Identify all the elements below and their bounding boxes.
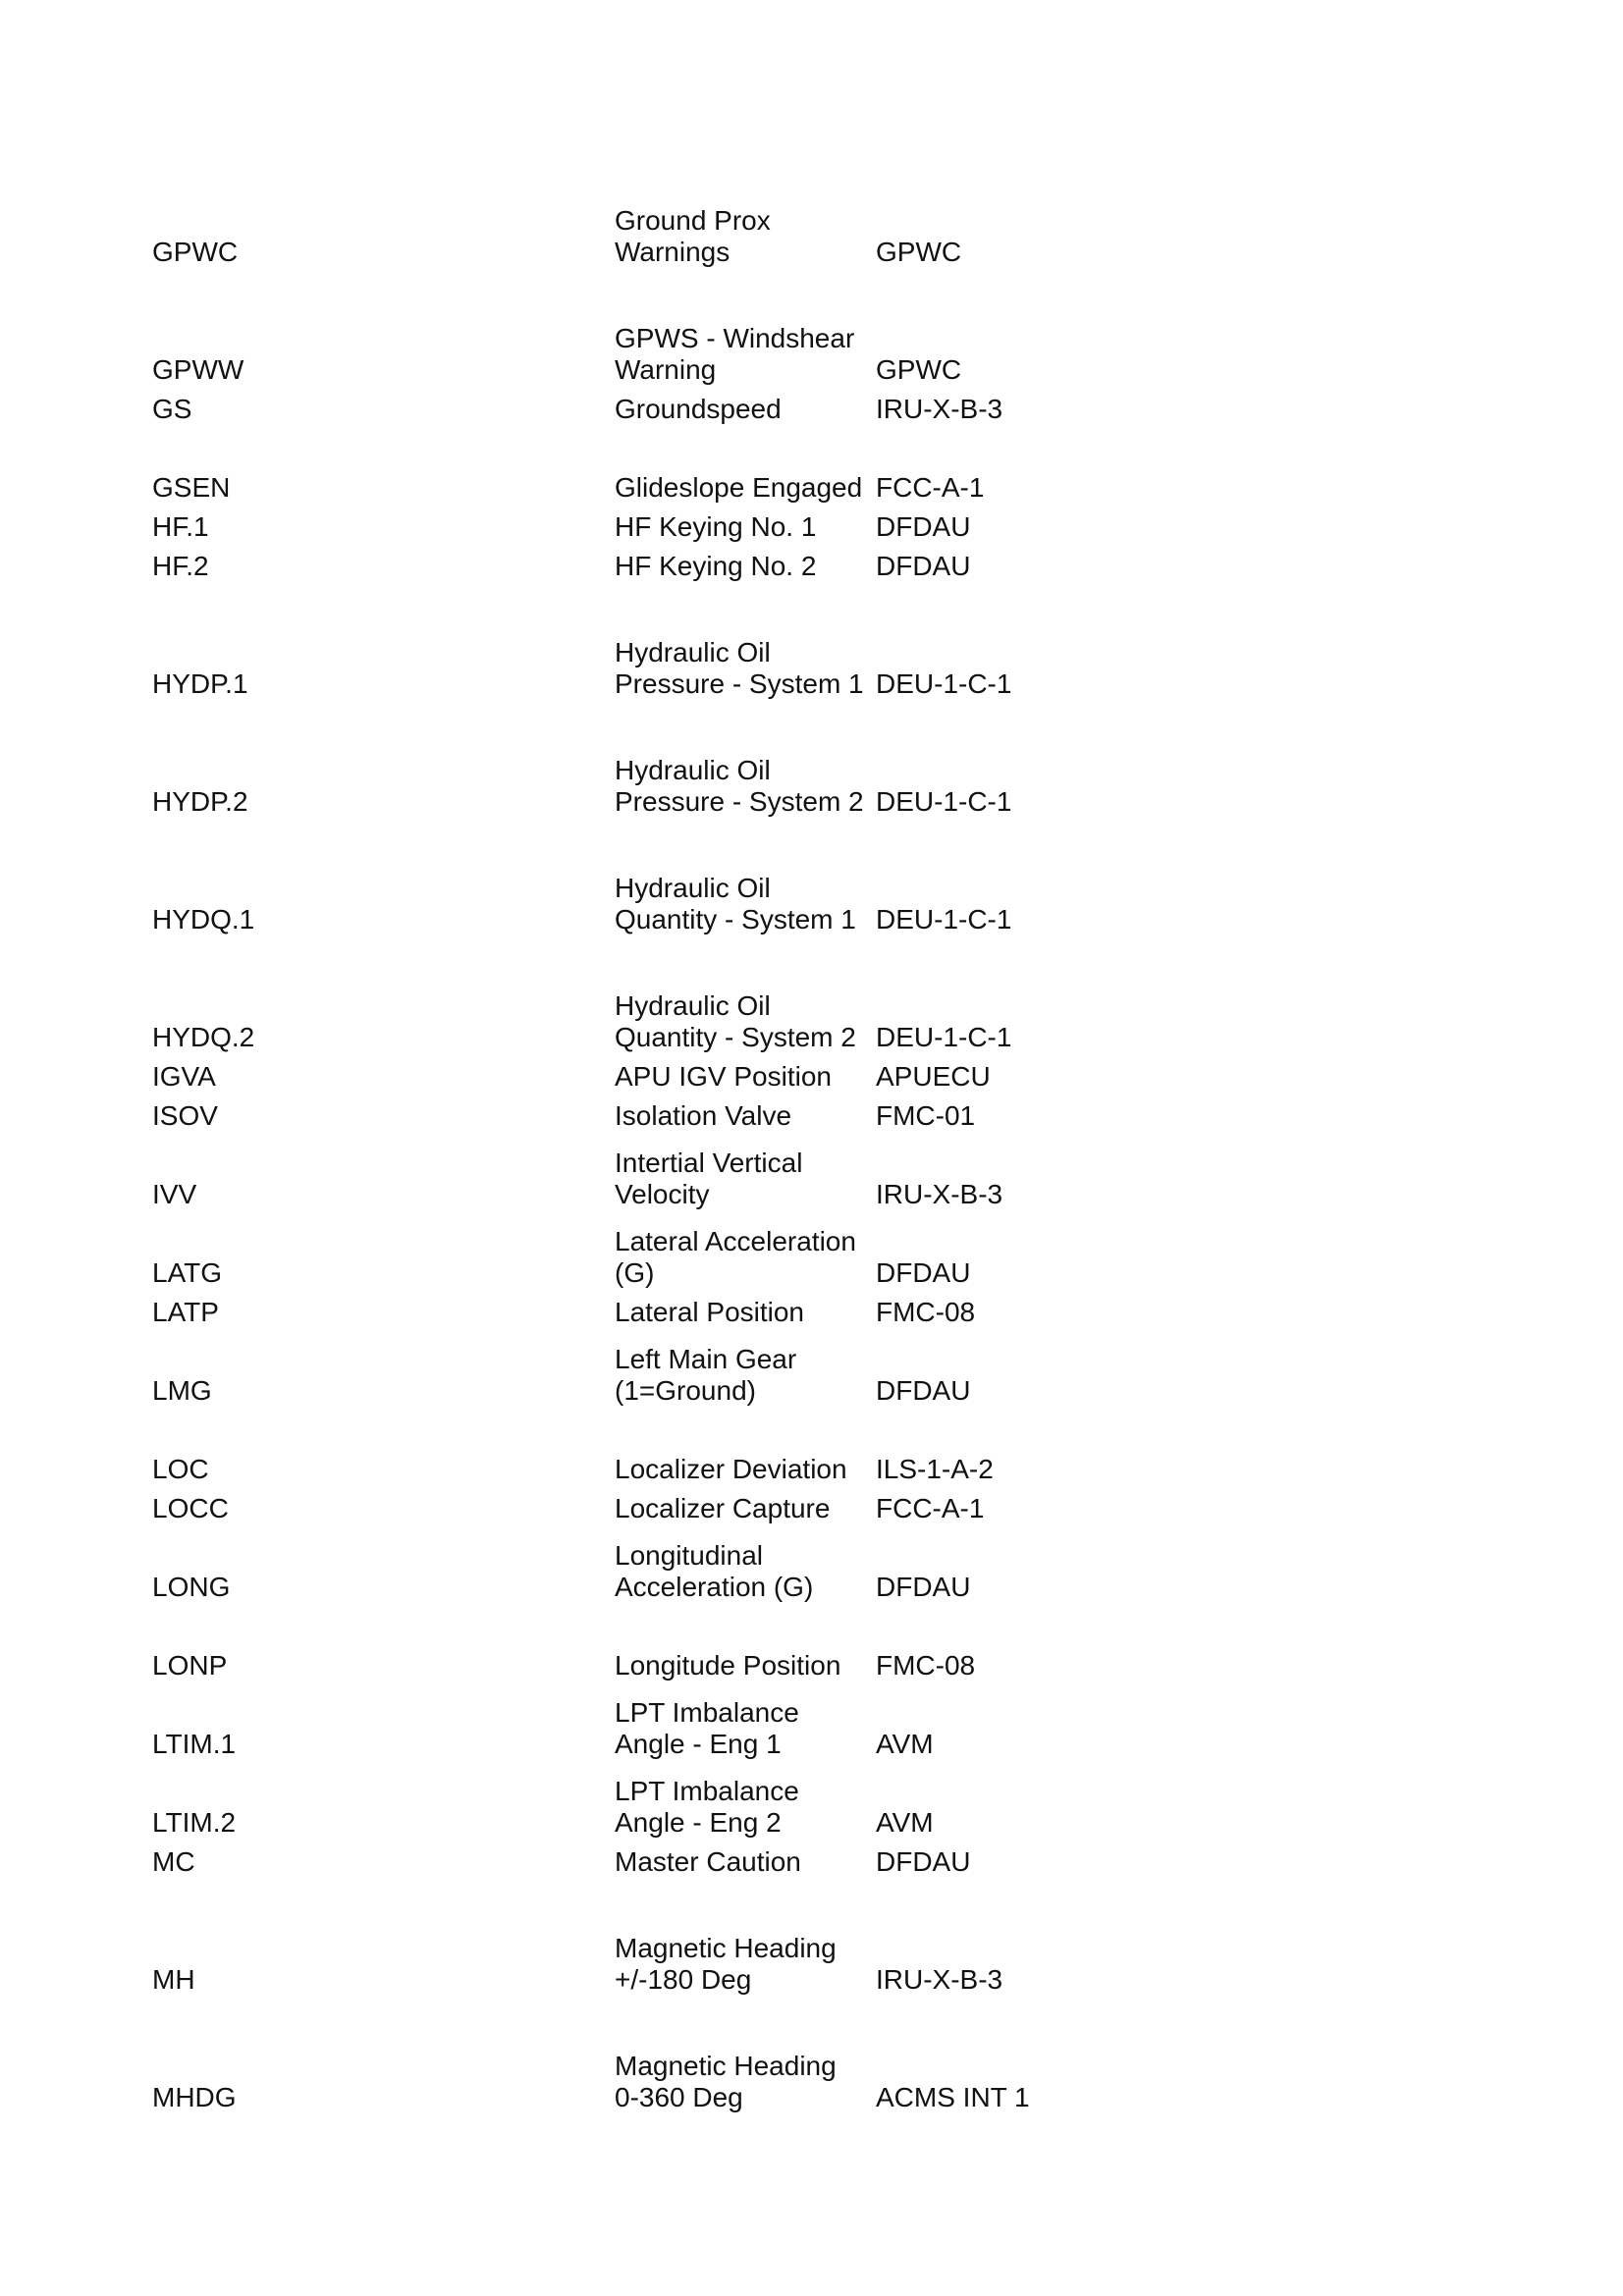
description-line: Ground Prox	[615, 205, 771, 236]
mnemonic-cell: GS	[152, 394, 192, 424]
source-cell: DEU-1-C-1	[876, 786, 1012, 817]
mnemonic-cell: MC	[152, 1846, 195, 1877]
description-cell	[615, 1846, 801, 1878]
description-line: +/-180 Deg	[615, 1964, 752, 1995]
description-line: Master Caution	[615, 1846, 801, 1877]
mnemonic-cell: LATG	[152, 1257, 223, 1288]
mnemonic-cell: LMG	[152, 1375, 212, 1406]
table-row	[0, 362, 1623, 425]
mnemonic-cell: LOCC	[152, 1493, 229, 1523]
source-cell: DFDAU	[876, 1257, 971, 1288]
source-cell: DFDAU	[876, 1375, 971, 1406]
description-line: LPT Imbalance	[615, 1697, 799, 1728]
source-cell: GPWC	[876, 354, 962, 385]
mnemonic-cell: HYDP.1	[152, 668, 248, 699]
description-line: Intertial Vertical	[615, 1148, 803, 1178]
mnemonic-cell: LTIM.1	[152, 1729, 237, 1759]
description-line: Isolation Valve	[615, 1100, 792, 1131]
source-cell: FCC-A-1	[876, 472, 985, 503]
description-cell	[615, 1650, 840, 1682]
description-line: Warning	[615, 354, 717, 385]
mnemonic-cell: LONP	[152, 1650, 228, 1681]
description-line: Angle - Eng 2	[615, 1807, 782, 1838]
source-cell: APUECU	[876, 1061, 991, 1092]
description-line: Groundspeed	[615, 394, 782, 424]
source-cell: DFDAU	[876, 511, 971, 542]
source-cell: ACMS INT 1	[876, 2082, 1030, 2112]
description-cell	[615, 755, 864, 818]
source-cell: IRU-X-B-3	[876, 394, 1003, 424]
description-line: Pressure - System 2	[615, 786, 864, 817]
source-cell: IRU-X-B-3	[876, 1964, 1003, 1995]
description-line: (1=Ground)	[615, 1375, 756, 1406]
table-row	[0, 1933, 1623, 1996]
description-line: (G)	[615, 1257, 655, 1288]
mnemonic-cell: HYDQ.1	[152, 904, 255, 934]
description-line: Lateral Acceleration	[615, 1226, 856, 1256]
description-line: Hydraulic Oil	[615, 755, 771, 785]
table-row	[0, 2051, 1623, 2113]
description-line: Pressure - System 1	[615, 668, 864, 699]
mnemonic-cell: LTIM.2	[152, 1807, 237, 1838]
description-cell	[615, 2051, 837, 2113]
source-cell: FMC-08	[876, 1297, 976, 1327]
description-line: Hydraulic Oil	[615, 637, 771, 667]
description-line: Longitude Position	[615, 1650, 841, 1681]
table-row	[0, 205, 1623, 268]
mnemonic-cell: MH	[152, 1964, 195, 1995]
description-line: LPT Imbalance	[615, 1776, 799, 1806]
mnemonic-cell: ISOV	[152, 1100, 218, 1131]
description-cell	[615, 1540, 813, 1603]
description-line: Angle - Eng 1	[615, 1729, 782, 1759]
table-row	[0, 1619, 1623, 1682]
description-line: 0-360 Deg	[615, 2082, 743, 2112]
description-cell	[615, 1933, 837, 1996]
mnemonic-cell: GSEN	[152, 472, 231, 503]
description-line: Localizer Deviation	[615, 1454, 847, 1484]
source-cell: DEU-1-C-1	[876, 904, 1012, 934]
description-line: HF Keying No. 2	[615, 551, 817, 581]
description-cell	[615, 394, 782, 425]
table-row	[0, 637, 1623, 700]
description-line: Quantity - System 1	[615, 904, 856, 934]
description-line: Quantity - System 2	[615, 1022, 856, 1052]
description-line: Warnings	[615, 237, 730, 267]
description-line: Magnetic Heading	[615, 1933, 837, 1963]
table-row	[0, 1462, 1623, 1524]
description-line: Hydraulic Oil	[615, 873, 771, 903]
source-cell: AVM	[876, 1807, 934, 1838]
description-cell	[615, 1344, 796, 1407]
mnemonic-cell: IVV	[152, 1179, 197, 1209]
table-row	[0, 1815, 1623, 1878]
mnemonic-cell: LOC	[152, 1454, 209, 1484]
description-line: Hydraulic Oil	[615, 990, 771, 1021]
table-row	[0, 1265, 1623, 1328]
description-line: Glideslope Engaged	[615, 472, 863, 503]
description-cell	[615, 873, 856, 935]
table-row	[0, 873, 1623, 935]
description-cell	[615, 637, 864, 700]
description-line: GPWS - Windshear	[615, 323, 855, 353]
mnemonic-cell: HF.1	[152, 511, 209, 542]
description-line: HF Keying No. 1	[615, 511, 817, 542]
description-cell	[615, 551, 816, 582]
mnemonic-cell: IGVA	[152, 1061, 216, 1092]
table-row	[0, 519, 1623, 582]
description-cell	[615, 1100, 791, 1132]
source-cell: ILS-1-A-2	[876, 1454, 994, 1484]
table-row	[0, 1148, 1623, 1210]
description-cell	[615, 205, 771, 268]
mnemonic-cell: HYDQ.2	[152, 1022, 255, 1052]
description-line: Lateral Position	[615, 1297, 805, 1327]
table-row	[0, 1069, 1623, 1132]
mnemonic-cell: LONG	[152, 1572, 231, 1602]
mnemonic-cell: MHDG	[152, 2082, 237, 2112]
description-cell	[615, 1493, 830, 1524]
source-cell: FCC-A-1	[876, 1493, 985, 1523]
source-cell: FMC-01	[876, 1100, 976, 1131]
description-line: Velocity	[615, 1179, 710, 1209]
description-line: Longitudinal	[615, 1540, 764, 1571]
source-cell: FMC-08	[876, 1650, 976, 1681]
source-cell: DEU-1-C-1	[876, 668, 1012, 699]
mnemonic-cell: HYDP.2	[152, 786, 248, 817]
mnemonic-cell: GPWW	[152, 354, 244, 385]
mnemonic-cell: GPWC	[152, 237, 239, 267]
mnemonic-cell: HF.2	[152, 551, 209, 581]
table-row	[0, 1540, 1623, 1603]
source-cell: DFDAU	[876, 1572, 971, 1602]
source-cell: IRU-X-B-3	[876, 1179, 1003, 1209]
table-row	[0, 1344, 1623, 1407]
source-cell: DEU-1-C-1	[876, 1022, 1012, 1052]
description-line: Acceleration (G)	[615, 1572, 814, 1602]
source-cell: AVM	[876, 1729, 934, 1759]
description-cell	[615, 1148, 802, 1210]
source-cell: DFDAU	[876, 551, 971, 581]
table-row	[0, 755, 1623, 818]
description-line: Localizer Capture	[615, 1493, 831, 1523]
description-line: Left Main Gear	[615, 1344, 797, 1374]
description-cell	[615, 1297, 804, 1328]
description-line: APU IGV Position	[615, 1061, 832, 1092]
mnemonic-cell: LATP	[152, 1297, 219, 1327]
source-cell: DFDAU	[876, 1846, 971, 1877]
description-line: Magnetic Heading	[615, 2051, 837, 2081]
table-row	[0, 1697, 1623, 1760]
source-cell: GPWC	[876, 237, 962, 267]
description-cell	[615, 1697, 799, 1760]
